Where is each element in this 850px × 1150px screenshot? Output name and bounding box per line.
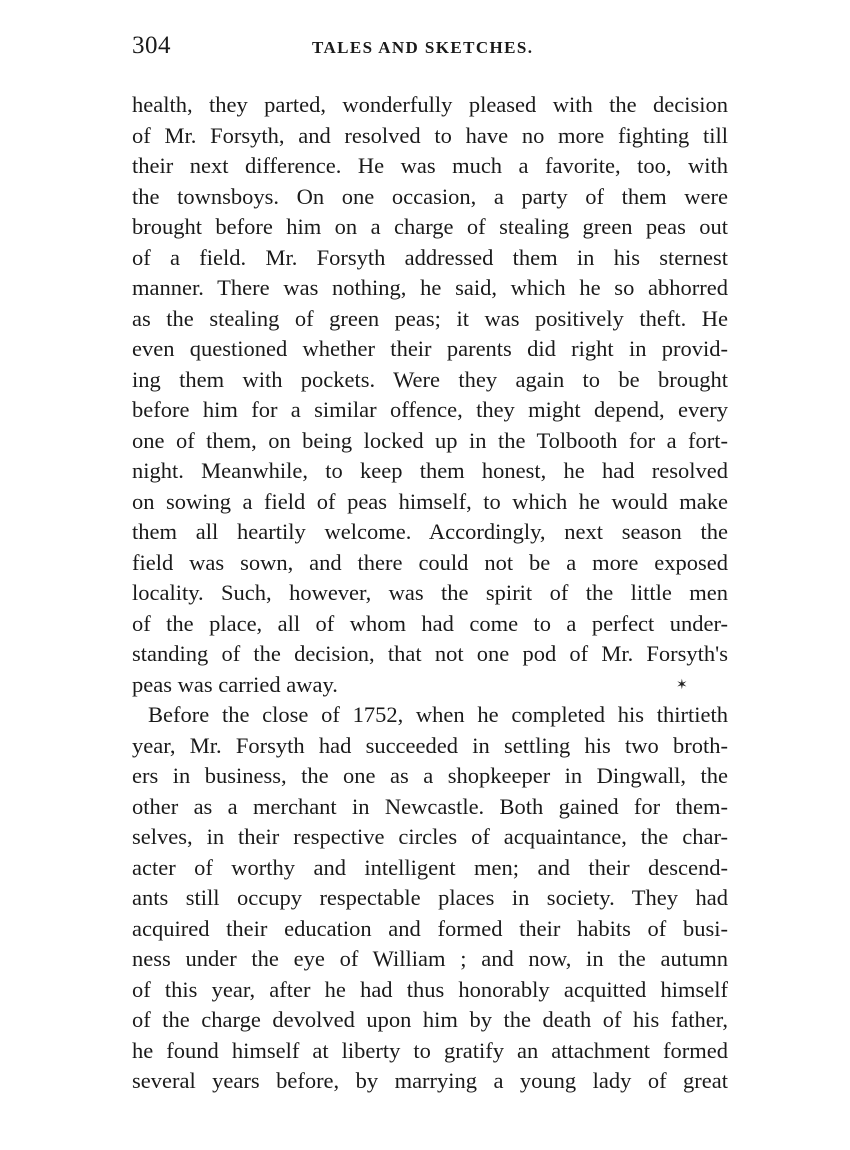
text-line: of the place, all of whom had come to a perfect under- bbox=[132, 610, 728, 636]
text-line: as the stealing of green peas; it was positively theft. He bbox=[132, 305, 728, 331]
text-line: of the charge devolved upon him by the death of his father, bbox=[132, 1007, 728, 1032]
text-line: standing of the decision, that not one pod of Mr. Forsyth's bbox=[132, 641, 728, 666]
text-line: ing them with pockets. Were they again to be brought bbox=[132, 366, 728, 392]
ink-speck: ✶ bbox=[676, 678, 688, 693]
text-line: the townsboys. On one occasion, a party of them were bbox=[132, 183, 728, 209]
text-line: them all heartily welcome. Accordingly, next season the bbox=[132, 519, 728, 544]
body-text bbox=[132, 90, 728, 1097]
text-line: ness under the eye of William ; and now, in the autumn bbox=[132, 946, 728, 971]
page-number: 304 bbox=[132, 32, 171, 59]
running-head bbox=[132, 32, 728, 66]
text-line: health, they parted, wonderfully pleased with the decision bbox=[132, 92, 728, 117]
text-line: ers in business, the one as a shopkeeper in Dingwall, the bbox=[132, 763, 728, 788]
text-line: of a field. Mr. Forsyth addressed them in his sternest bbox=[132, 244, 728, 270]
text-line: one of them, on being locked up in the Tolbooth for a fort- bbox=[132, 427, 728, 453]
text-line: brought before him on a charge of stealing green peas out bbox=[132, 214, 728, 239]
text-line: other as a merchant in Newcastle. Both gained for them- bbox=[132, 793, 728, 819]
text-line: Before the close of 1752, when he completed his thirtieth bbox=[148, 702, 728, 727]
text-line: acquired their education and formed their habits of busi- bbox=[132, 915, 728, 941]
text-line: locality. Such, however, was the spirit of the little men bbox=[132, 580, 728, 605]
text-line: of this year, after he had thus honorably acquitted himself bbox=[132, 976, 728, 1002]
text-line: before him for a similar offence, they might depend, every bbox=[132, 397, 728, 422]
text-line: selves, in their respective circles of acquaintance, the char- bbox=[132, 824, 728, 849]
running-title: TALES AND SKETCHES. bbox=[312, 38, 534, 57]
text-line: their next difference. He was much a favorite, too, with bbox=[132, 153, 728, 178]
text-line: even questioned whether their parents did right in provid- bbox=[132, 336, 728, 361]
text-line: night. Meanwhile, to keep them honest, he had resolved bbox=[132, 458, 728, 483]
text-line: manner. There was nothing, he said, which he so abhorred bbox=[132, 275, 728, 300]
text-line: field was sown, and there could not be a more exposed bbox=[132, 549, 728, 575]
text-line: he found himself at liberty to gratify an attachment formed bbox=[132, 1037, 728, 1063]
text-line: on sowing a field of peas himself, to which he would make bbox=[132, 488, 728, 514]
text-line: acter of worthy and intelligent men; and their descend- bbox=[132, 854, 728, 880]
text-line: year, Mr. Forsyth had succeeded in settling his two broth- bbox=[132, 732, 728, 758]
text-line: ants still occupy respectable places in society. They had bbox=[132, 885, 728, 910]
text-line: of Mr. Forsyth, and resolved to have no more fighting till bbox=[132, 122, 728, 148]
text-line: several years before, by marrying a young lady of great bbox=[132, 1068, 728, 1093]
text-line: peas was carried away. bbox=[132, 671, 338, 697]
